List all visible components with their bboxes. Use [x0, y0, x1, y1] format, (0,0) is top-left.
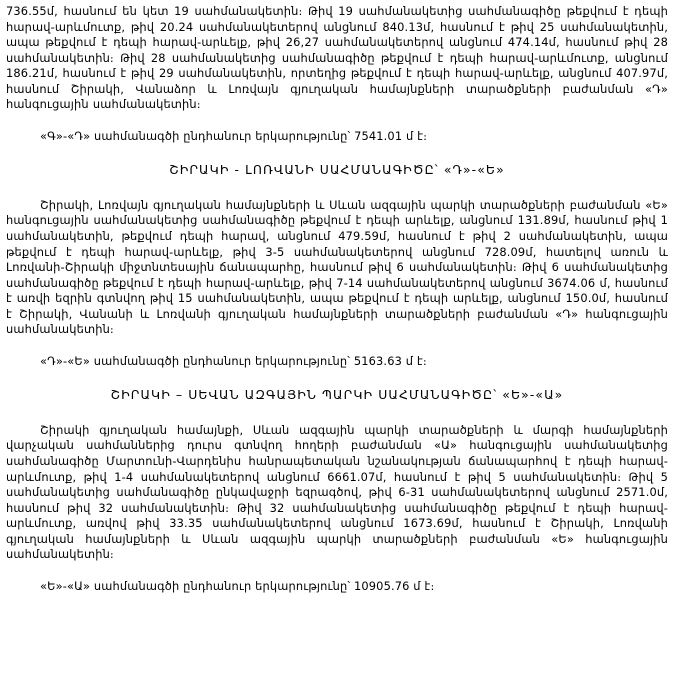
- spacer: [6, 144, 668, 162]
- segment-length-line-1: «Գ»-«Դ» սահմանագծի ընդհանուր երկարությունը՝ 7541.01 մ է։: [40, 128, 428, 143]
- segment-length-line-3: «Ե»-«Ա» սահմանագծի ընդհանուր երկարությունը՝ 10905.76 մ է։: [40, 578, 435, 593]
- paragraph-shiraki-sevan: Շիրակի գյուղական համայնքի, Սևան ազգային պարկի տարածքների և մարգի համայնքների վարչական սահմաններից դուրս գտնվող հողերի բաժանման «Ա» հանգուցային սահմանակետից սահմանագիծը Մարտունի-Վարդենիս հանրապետական նշանակության ճանապարհով է դեպի հարավ-արևմուտք, թիվ 1-4 սահմանակետերով անցնում 6661.07մ, հասնում է թիվ 5 սահմանակետին։ Թիվ 5 սահմանակետից սահմանագիծը ընկավաջրի եզրագծով, թիվ 6-31 սահմանակետերով անցնում 2571.0մ, հասնում թիվ 32 սահմանակետին։ Թիվ 32 սահմանակետից սահմանագիծը թեքվում է դեպի հարավ-արևմուտք, առվով թիվ 33.35 սահմանակետերով անցնում 1673.69մ, հասնում է Շիրակի, Լոռվանի գյուղական համայնքների և Սևան ազգային պարկի տարածքների բաժանման «Ե» հանգուցային սահմանակետին։: [6, 422, 668, 562]
- segment-length-line-2: «Դ»-«Ե» սահմանագծի ընդհանուր երկարությունը՝ 5163.63 մ է։: [40, 353, 427, 368]
- paragraph-shiraki-lorvani: Շիրակի, Լոռվայն գյուղական համայնքների և Սևան ազգային պարկի տարածքների բաժանման «Ե» հանգուցային սահմանակետից սահմանագիծը թեքվում է դեպի արևելք, անցնում 131.89մ, հասնում թիվ 1 սահմանակետին, թեքվում դեպի հարավ, անցնում 479.59մ, հասնում է թիվ 2 սահմանակետին, ապա թեքվում է դեպի հարավ-արևելք, թիվ 3-5 սահմանակետերով անցնում 728.09մ, հատելով առուն և Լոռվանի-Շիրակի միջտնտեսային ճանապարհը, հասնում թիվ 6 սահմանակետին։ Թիվ 6 սահմանակետից սահմանագիծը թեքվում է դեպի հարավ-արևելք, թիվ 7-14 սահմանակետերով անցնում 3674.06 մ, հասնում է առվի եզրին գտնվող թիվ 15 սահմանակետին, ապա թեքվում է դեպի արևելք, անցնում 150.0մ, հասնում է Շիրակի, Վանանի և Լոռվանի գյուղական համայնքների տարածքների բաժանման «Դ» հանգուցային սահմանակետին։: [6, 197, 668, 337]
- paragraph-continued: 736.55մ, հասնում են կետ 19 սահմանակետին։ Թիվ 19 սահմանակետից սահմանագիծը թեքվում է դեպի հարավ-արևմուտք, թիվ 20.24 սահմանակետերով անցնում 840.13մ, հասնում է թիվ 25 սահմանակետին, ապա թեքվում է դեպի հարավ-արևելք, թիվ 26,27 սահմանակետերով անցնում 474.14մ, հասնում թիվ 28 սահմանակետին։ Թիվ 28 սահմանակետից սահմանագիծը թեքվում է դեպի հարավ-արևմուտք, անցնում 186.21մ, հասնում է թիվ 29 սահմանակետին, որտեղից թեքվում է դեպի հարավ-արևելք, անցնում 407.97մ, հասնում Շիրակի, Վանաձոր և Լոռվայն գյուղական համայնքների տարածքների բաժանման «Դ» հանգուցային սահմանակետին։: [6, 4, 668, 112]
- section-heading-shiraki-lorvani: ՇԻՐԱԿԻ - ԼՈՌՎԱՆԻ ՍԱՀՄԱՆԱԳԻԾԸ՝ «Դ»-«Ե»: [169, 162, 505, 178]
- spacer: [6, 113, 668, 129]
- spacer: [6, 178, 668, 198]
- section-heading-shiraki-sevan: ՇԻՐԱԿԻ – ՍԵՎԱՆ ԱԶԳԱՅԻՆ ՊԱՐԿԻ ՍԱՀՄԱՆԱԳԻԾԸ՝ «Ե»-«Ա»: [110, 387, 564, 403]
- spacer: [6, 338, 668, 354]
- spacer: [6, 403, 668, 423]
- spacer: [6, 563, 668, 579]
- spacer: [6, 369, 668, 387]
